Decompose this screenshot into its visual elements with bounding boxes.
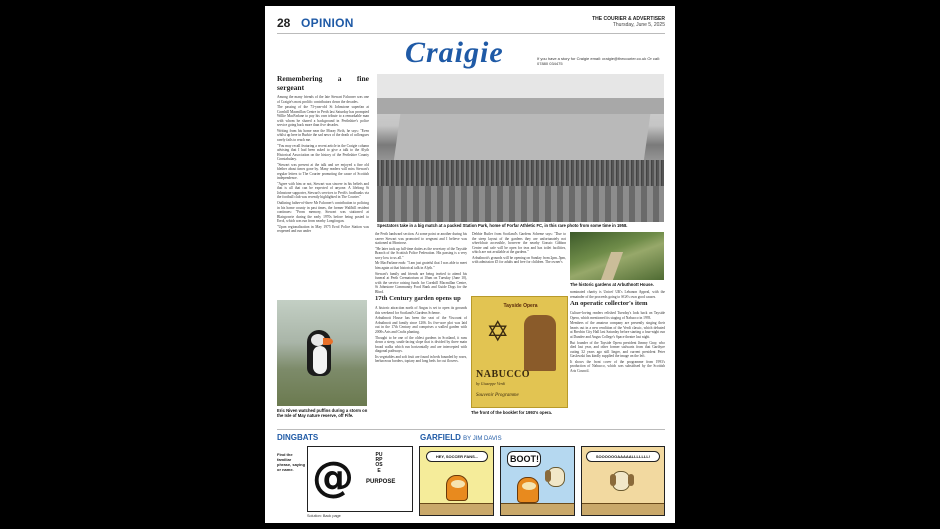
story-headline: 17th Century garden opens up <box>375 295 461 303</box>
column-contact: If you have a story for Craigie email: craigie@thecourier.co.uk Or call: 07880 034475 <box>537 56 660 66</box>
speech-bubble: HEY, SOCCER FANS... <box>426 451 488 462</box>
figure-illustration <box>524 315 556 371</box>
photo-caption: Eric Niven watched puffins during a storm on the Isle of May nature reserve, off Fife. <box>277 408 368 418</box>
story-paragraph: Arbuthnott's grounds will be opening on Sunday from 2pm–5pm, with admission £5 for adults and free for children. The owner's <box>472 255 566 265</box>
story-paragraph: the Perth landward section. At some point or another during his career Stewart was promoted to sergeant and I believe was stationed at Montrose. <box>375 232 467 245</box>
vertical-word: PURPOSE <box>375 452 383 474</box>
photo-caption: The historic gardens at Arbuthnott House. <box>570 282 654 287</box>
story-column-left <box>277 74 369 296</box>
dingbats-puzzle <box>307 446 413 512</box>
at-symbol: @ <box>312 452 354 501</box>
comic-byline: BY JIM DAVIS <box>463 436 502 442</box>
column-logo: Craigie <box>405 36 504 69</box>
story-paragraph: Debbie Butler from Scotland's Gardens Scheme says: "Due to the steep layout of the gardens they are unfortunately not wheelchair accessible, however the nearby Grassic Gibbon Centre and cafe will be open for teas and has toilet facilities, which are not available at the gardens." <box>472 232 566 254</box>
story-paragraph: Writing from his home near the Moray Firth, he says: "Even whilst up here in Burkie the sad news of the death of colleagues rarely fails to reach me. <box>277 128 369 142</box>
story-paragraph: But founder of the Tayside Opera president Jimmy Gray, who died last year, and other former stalwarts from that Garthyre outing 32 years ago still linger, and current president Peter Gaslowski has kindly supplied the image on the left. <box>570 340 665 359</box>
story-paragraph: Culture-loving readers relished Tuesday's look back on Tayside Opera, which mentioned its staging of Nabucco in 1993. <box>570 311 665 320</box>
story-column-right <box>570 290 665 428</box>
story-paragraph: Its vegetables and soft fruit are found in beds bounded by roses, herbaceous borders, topiary and long beds for cut flowers. <box>375 354 467 364</box>
paper-name: THE COURIER & ADVERTISER <box>592 16 665 22</box>
newspaper-page <box>265 6 675 523</box>
dingbats-solution: Solution: Back page <box>307 514 341 518</box>
story-column-mid2 <box>472 232 566 294</box>
story-paragraph: Mr MacFarlane ends: "I am just grateful that I was able to meet him again at that historical talk in Alyth." <box>375 261 467 270</box>
section-divider <box>277 429 665 430</box>
nabucco-booklet-photo <box>471 296 568 408</box>
dingbats-heading: DINGBATS <box>277 433 319 442</box>
story-paragraph: Members of the amateur company are presently singing their hearts out in a new rendition of the Verdi classic, which debuted at Brechin City Hall last Saturday before starting a four-night run at Dundee and Angus College's Space theatre last night. <box>570 321 665 339</box>
story-paragraph: Among the many friends of the late Stewart Falconer was one of Craigie's most prolific contributors down the decades. <box>277 95 369 104</box>
speech-bubble: SOOOOOOAAAAALLLLLLL! <box>586 451 660 462</box>
story-column-mid <box>375 232 467 428</box>
story-paragraph: Thought to be one of the oldest gardens in Scotland, it runs down a steep, south-facing slope that is divided by three main broad walks which run horizontally and are intercepted with diagonal pathways. <box>375 335 467 354</box>
speech-bubble: BOOT! <box>507 451 541 467</box>
photo-caption: The front of the booklet for 1993's opera. <box>471 410 553 415</box>
booklet-composer: by Giuseppe Verdi <box>476 381 506 386</box>
story-headline: Remembering a fine sergeant <box>277 74 369 92</box>
station-park-photo <box>377 74 664 222</box>
masthead <box>592 16 665 28</box>
story-paragraph: The passing of the 73-year-old St Johnstone superfan at Cornhill Macmillan Centre in Perth last Saturday has prompted Willie MacFarlane to pay his own tribute to a remarkable man with whom he shared a background in Perthshire's police service going back more than five decades. <box>277 105 369 128</box>
comic-panel-2 <box>500 446 575 516</box>
story-paragraph: "Agree with him or not, Stewart was sincere in his beliefs and that is all that can be expected of anyone. A lifelong St Johnstone supporter, Stewart's services to Perth's foodbanks via the football club was recently highlighted in The Courier." <box>277 181 369 200</box>
comic-title: GARFIELD <box>420 433 461 442</box>
puffin-photo <box>277 300 367 406</box>
page-header <box>277 16 665 34</box>
garfield-icon <box>446 475 468 501</box>
story-headline: An operatic collector's item <box>570 300 648 308</box>
story-paragraph: "Stewart was present at the talk and we enjoyed a fine old blether about times gone by. Many readers will miss Stewart's regular letters to The Courier promoting the cause of Scottish independence. <box>277 162 369 181</box>
story-paragraph: nominated charity is Unicef UK's Lebanon Appeal, with the remainder of the proceeds going to SGS's own good causes. <box>570 290 665 299</box>
booklet-subtitle: Souvenir Programme <box>476 393 519 398</box>
story-paragraph: Stewart's family and friends are being invited to attend his funeral at Perth Crematorium at 10am on Tuesday (June 10), with the service raising funds for Cornhill Macmillan Centre, St Johnstone Community Food Bank and Guide Dogs for the Blind. <box>375 271 467 294</box>
story-paragraph: "Upon regionalisation in May 1975 Errol Police Station was reopened and run under <box>277 224 369 234</box>
story-paragraph: Outlining father-of-three Mr Falconer's contribution to policing in his home county in past times, the former Walfhill resident continues: "From memory, Stewart was stationed at Blairgowrie during the early 1970s before being posted to Errol, which was run from nearby Longforgan. <box>277 201 369 224</box>
section-title: OPINION <box>301 16 354 30</box>
garfield-icon <box>517 477 539 503</box>
booklet-name: NABUCCO <box>476 369 531 380</box>
story-paragraph: "You may recall featuring a recent article in the Craigie column advising that I had been asked to give a talk to the Alyth Historical Association on the history of the Perthshire County Constabulary. <box>277 143 369 162</box>
photo-caption: Spectators take in a big match at a packed Station Park, home of Forfar Athletic FC, in this rare photo from some time in 1958. <box>377 223 628 228</box>
comic-panel-1 <box>419 446 494 516</box>
odie-icon <box>612 471 630 491</box>
page-number: 28 <box>277 16 291 30</box>
arbuthnott-garden-photo <box>570 232 664 280</box>
booklet-title: Tayside Opera <box>503 303 538 309</box>
story-paragraph: "He later took up full-time duties as the secretary of the Tayside Branch of the Scottish Police Federation. His passing is a very sorry loss to us all." <box>375 246 467 260</box>
star-icon: ✡ <box>486 315 510 348</box>
dingbats-instruction: Find the familiar phrase, saying or name. <box>277 452 306 472</box>
story-paragraph: Arbuthnott House has been the seat of the Viscount of Arbuthnott and family since 1206. Its five-acre plot was laid out in the 17th Century and comprises a walled garden with 2000s Arts and Crafts planting. <box>375 316 467 334</box>
issue-date: Thursday, June 5, 2025 <box>612 22 665 28</box>
odie-icon <box>547 467 565 487</box>
comic-panel-3 <box>581 446 665 516</box>
story-paragraph: A historic attraction north of Angus is set to open its grounds this weekend for Scotland's Gardens Scheme. <box>375 306 467 315</box>
garfield-heading <box>420 433 502 442</box>
horizontal-word: PURPOSE <box>366 479 396 485</box>
story-paragraph: It shows the front cover of the programme from 1993's production of Nabucco, which was subsidised by the Scottish Arts Council. <box>570 359 665 373</box>
